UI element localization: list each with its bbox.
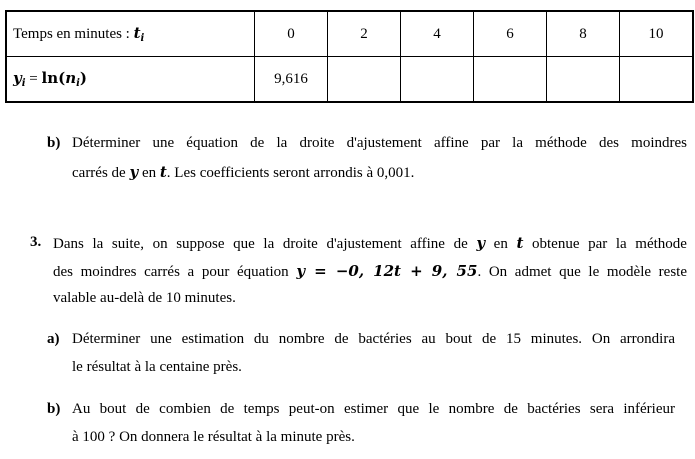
- text: Dans la suite, on suppose que la droite d'ajustement affine de: [53, 236, 477, 252]
- q3b-line1: Au bout de combien de temps peut-on estimer que le nombre de bactéries sera inférieur: [72, 401, 675, 417]
- q2b-line1: Déterminer une équation de la droite d'ajustement affine par la méthode des moindres: [72, 135, 687, 151]
- cell-t-2: 4: [401, 11, 474, 57]
- cell-y-2: [401, 57, 474, 103]
- text: en: [485, 236, 517, 252]
- q3a-line2: le résultat à la centaine près.: [72, 359, 242, 375]
- q3-marker: 3.: [30, 234, 42, 250]
- q2b-marker: b): [47, 135, 61, 151]
- table-row-y: [6, 57, 693, 103]
- equation: y = −0, 12t + 9, 55: [296, 262, 478, 280]
- equals: =: [25, 71, 42, 87]
- var-t: t: [516, 234, 524, 252]
- paren-close: ): [79, 69, 88, 87]
- cell-t-0: 0: [255, 11, 328, 57]
- label-text: Temps en minutes :: [13, 26, 134, 42]
- cell-t-3: 6: [474, 11, 547, 57]
- text: . Les coefficients seront arrondis à 0,001.: [166, 165, 415, 181]
- cell-y-1: [328, 57, 401, 103]
- text: . On admet que le modèle reste: [477, 264, 687, 280]
- cell-y-0: 9,616: [255, 57, 328, 103]
- cell-t-4: 8: [547, 11, 620, 57]
- cell-y-5: [620, 57, 694, 103]
- sub-i: i: [140, 33, 145, 44]
- var-y: y: [129, 163, 139, 181]
- text: obtenue par la méthode: [523, 236, 687, 252]
- text: carrés de: [72, 165, 130, 181]
- table-row-time: [6, 11, 693, 57]
- q2b-line2: [72, 163, 414, 182]
- sub-i: i: [21, 78, 26, 89]
- q3-line1: [53, 234, 687, 253]
- data-table: [5, 10, 694, 103]
- text: des moindres carrés a pour équation: [53, 264, 297, 280]
- var-y: y: [476, 234, 486, 252]
- q3b-line2: à 100 ? On donnera le résultat à la minute près.: [72, 429, 355, 445]
- sub-i: i: [76, 78, 80, 89]
- cell-y-4: [547, 57, 620, 103]
- q3-line3: valable au-delà de 10 minutes.: [53, 290, 236, 306]
- cell-t-1: 2: [328, 11, 401, 57]
- row-label-time: [6, 11, 255, 57]
- row-label-y: [6, 57, 255, 103]
- cell-t-5: 10: [620, 11, 694, 57]
- var-t: t: [159, 163, 167, 181]
- q3b-marker: b): [47, 401, 61, 417]
- fn-ln: ln(: [41, 69, 66, 87]
- q3-line2: [53, 262, 687, 281]
- var-y: y: [13, 69, 22, 87]
- var-t: t: [133, 24, 141, 42]
- q3a-marker: a): [47, 331, 60, 347]
- q3a-line1: Déterminer une estimation du nombre de bactéries au bout de 15 minutes. On arrondira: [72, 331, 675, 347]
- cell-y-3: [474, 57, 547, 103]
- var-n: n: [65, 69, 77, 87]
- text: en: [138, 165, 160, 181]
